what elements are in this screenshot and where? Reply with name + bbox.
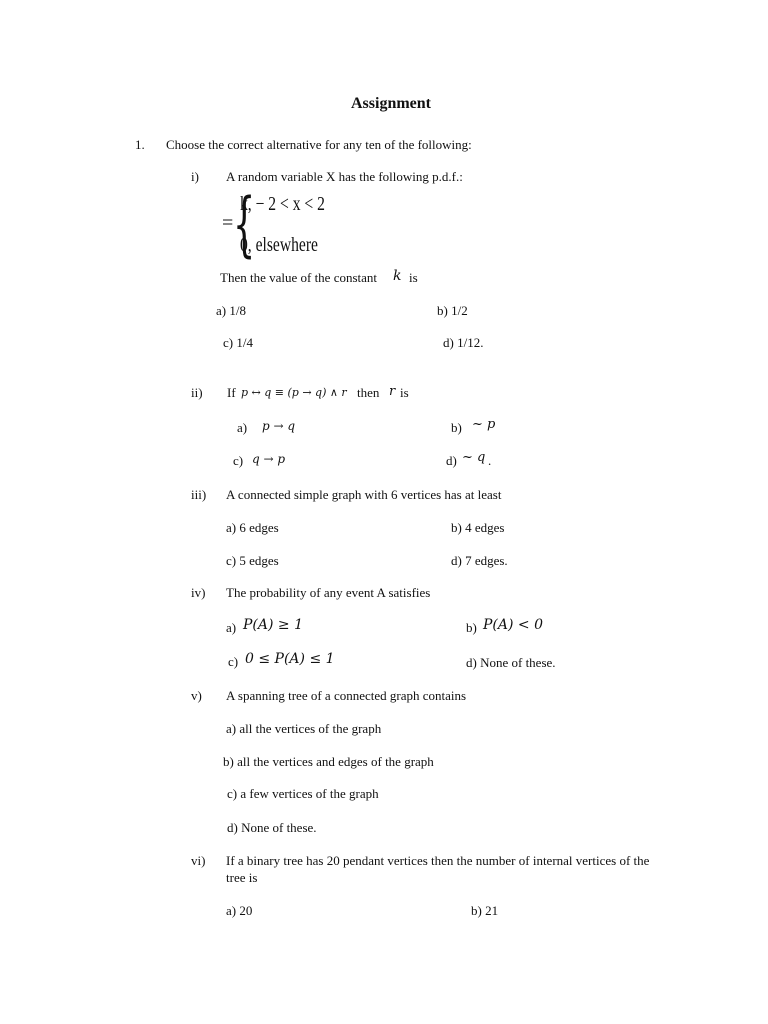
option-d: d) None of these. <box>227 820 317 835</box>
part-label: iv) <box>191 585 206 600</box>
option-c-math: q → p <box>252 452 286 466</box>
option-a-label: a) <box>226 620 237 635</box>
option-a-math: P(A) ≥ 1 <box>243 617 303 633</box>
option-c-math: 0 ≤ P(A) ≤ 1 <box>245 651 335 667</box>
option-d: d) 7 edges. <box>451 553 508 568</box>
stem-math: p ↔ q ≡ (p → q) ∧ r <box>241 386 347 399</box>
option-b: b) all the vertices and edges of the graph <box>223 754 434 769</box>
option-a: a) 1/8 <box>216 303 246 318</box>
stem-if: If <box>227 385 236 400</box>
stem-var-r: r <box>389 384 396 399</box>
option-c: c) a few vertices of the graph <box>227 786 379 801</box>
part-stem: A random variable X has the following p.d.f.: <box>226 169 463 184</box>
option-b: b) 4 edges <box>451 520 505 535</box>
part-label: i) <box>191 169 199 184</box>
part-stem: The probability of any event A satisfies <box>226 585 431 600</box>
part-label: v) <box>191 688 202 703</box>
option-d-period: . <box>488 453 492 468</box>
option-d: d) None of these. <box>466 655 556 670</box>
option-c-label: c) <box>228 654 239 669</box>
part-stem-line-2: tree is <box>226 870 258 885</box>
option-b-math: P(A) < 0 <box>483 617 543 633</box>
question-number: 1. <box>135 137 145 152</box>
option-b: b) 21 <box>471 903 499 918</box>
option-b-math: ~ p <box>472 417 496 432</box>
option-a: a) 6 edges <box>226 520 279 535</box>
option-c: c) 1/4 <box>223 335 253 350</box>
option-b-label: b) <box>451 420 462 435</box>
pdf-brace: { <box>233 183 256 265</box>
part-stem: A spanning tree of a connected graph contains <box>226 688 467 703</box>
pdf-case-2: 0, elsewhere <box>240 234 318 256</box>
stem-then: then <box>357 385 380 400</box>
option-b: b) 1/2 <box>437 303 468 318</box>
part-stem-line-1: If a binary tree has 20 pendant vertices then the number of internal vertices of the <box>226 853 650 868</box>
part-stem: A connected simple graph with 6 vertices has at least <box>226 487 502 502</box>
question-instruction: Choose the correct alternative for any ten of the following: <box>166 137 472 152</box>
option-c: c) 5 edges <box>226 553 279 568</box>
option-b-label: b) <box>466 620 477 635</box>
option-a: a) all the vertices of the graph <box>226 721 382 736</box>
option-c-label: c) <box>233 453 244 468</box>
stem-continuation: Then the value of the constant <box>220 270 378 285</box>
option-d: d) 1/12. <box>443 335 484 350</box>
pdf-case-1: k, − 2 < x < 2 <box>240 193 325 215</box>
part-label: iii) <box>191 487 207 502</box>
part-label: vi) <box>191 853 206 868</box>
stem-is: is <box>400 385 409 400</box>
option-a-label: a) <box>237 420 248 435</box>
pdf-equals: = <box>222 212 234 234</box>
constant-variable: k <box>393 268 402 284</box>
stem-continuation-end: is <box>409 270 418 285</box>
assignment-title: Assignment <box>351 95 432 112</box>
option-d-label: d) <box>446 453 457 468</box>
option-a-math: p → q <box>262 419 296 433</box>
part-label: ii) <box>191 385 203 400</box>
option-d-math: ~ q <box>462 450 486 465</box>
option-a: a) 20 <box>226 903 253 918</box>
